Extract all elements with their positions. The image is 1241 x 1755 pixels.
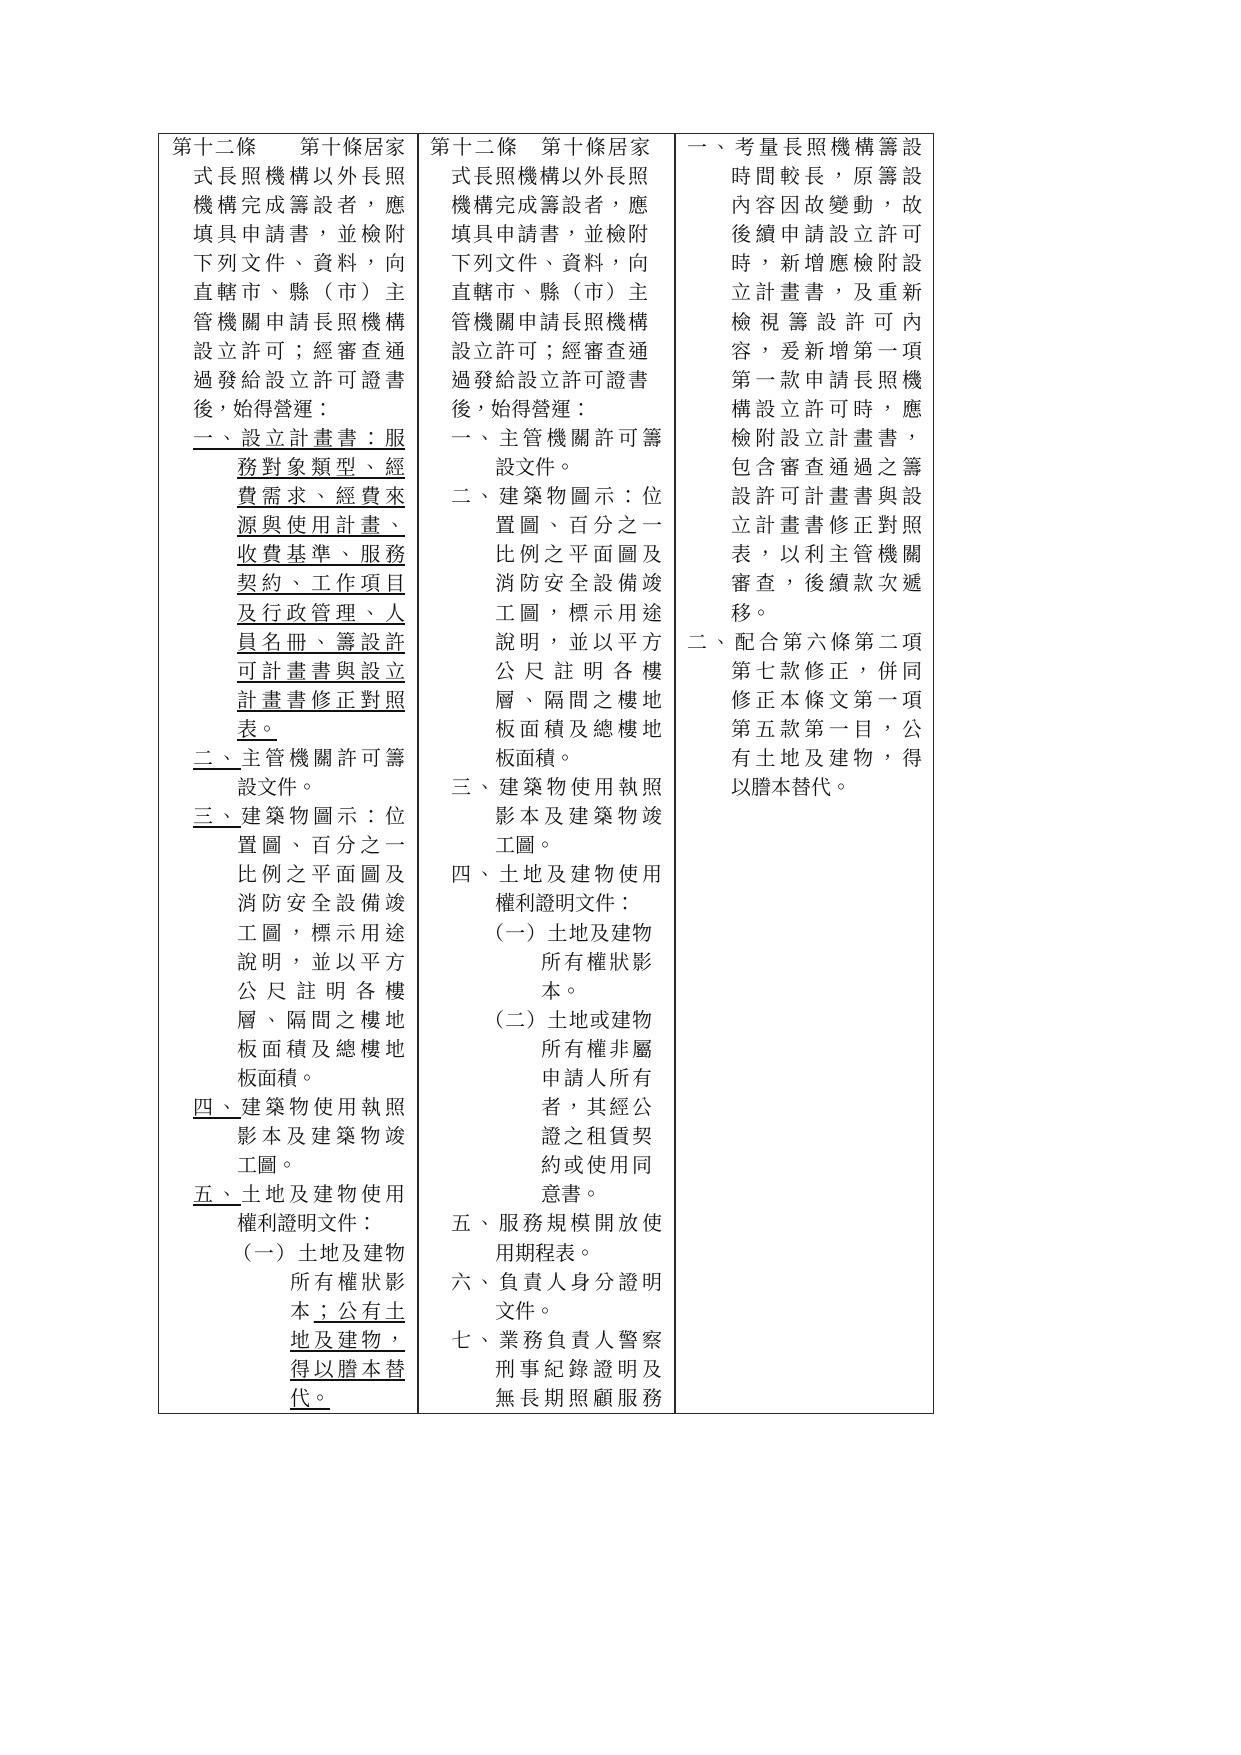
line-text: 後，始得營運：	[193, 396, 333, 421]
line-text: 機構完成籌設者，應	[451, 193, 648, 218]
line-text: 後續申請設立許可	[731, 222, 922, 247]
text-line	[495, 511, 662, 540]
line-text: 消防安全設備竣	[495, 571, 662, 596]
line-text: 構設立許可時，應	[731, 396, 922, 421]
text-line	[193, 1180, 405, 1209]
line-text: 土地及建物使用	[241, 1182, 405, 1207]
column-divider	[417, 133, 419, 1414]
text-line	[237, 1035, 405, 1064]
line-text: 二、配合第六條第二項	[687, 629, 922, 654]
text-line	[495, 453, 662, 482]
line-text: 影本及建築物竣	[495, 804, 662, 829]
text-line	[484, 1006, 652, 1035]
column-divider	[674, 133, 676, 1414]
line-text: 第五款第一目，公	[731, 716, 922, 741]
line-text: 移。	[731, 600, 771, 625]
clause-item	[430, 1326, 662, 1413]
text-line	[541, 1035, 652, 1064]
text-line	[451, 162, 648, 191]
line-text: 置圖、百分之一	[237, 833, 405, 858]
current-text-column	[430, 133, 662, 1413]
line-text: 文件。	[495, 1298, 555, 1323]
text-line	[731, 773, 922, 802]
line-text: 修正本條文第一項	[731, 687, 922, 712]
line-text: 時間較長，原籌設	[731, 164, 922, 189]
text-line	[193, 220, 405, 249]
clause-item	[430, 1209, 662, 1267]
line-text: 本。	[541, 978, 581, 1003]
text-line	[687, 133, 922, 162]
line-text: 工圖，標示用途	[495, 600, 662, 625]
amended-text: 表。	[237, 716, 277, 741]
text-line	[237, 919, 405, 948]
line-text: 五、服務規模開放使	[451, 1211, 662, 1236]
sub-clause-item	[430, 1006, 662, 1210]
line-text: 建築物使用執照	[241, 1095, 405, 1120]
line-text: 板面積。	[237, 1066, 317, 1090]
text-line	[495, 540, 662, 569]
line-text: 工圖，標示用途	[237, 920, 405, 945]
amended-text: 員名冊、籌設許	[237, 629, 405, 654]
text-line	[495, 657, 662, 686]
text-line	[495, 599, 662, 628]
line-text: 第七款修正，併同	[731, 658, 922, 683]
clause-item	[430, 773, 662, 860]
text-line	[731, 715, 922, 744]
text-line	[495, 1355, 662, 1384]
clause-item	[172, 1180, 405, 1238]
text-line	[290, 1326, 405, 1355]
text-line	[451, 220, 648, 249]
line-text: 管機關申請長照機構	[193, 309, 405, 334]
line-text: 申請人所有	[541, 1066, 652, 1090]
text-line	[237, 1064, 405, 1093]
line-text: 板面積及總樓地	[495, 716, 662, 741]
text-line	[495, 628, 662, 657]
line-text: 以謄本替代。	[731, 775, 851, 800]
text-line	[237, 453, 405, 482]
text-line	[193, 191, 405, 220]
text-line	[731, 337, 922, 366]
text-line	[541, 1151, 652, 1180]
text-line	[193, 1093, 405, 1122]
line-text: 說明，並以平方	[495, 629, 662, 654]
article-intro	[430, 133, 662, 424]
line-text: 公尺註明各樓	[237, 978, 405, 1003]
line-text: 直轄市、縣（市）主	[193, 280, 405, 305]
text-line	[237, 569, 405, 598]
text-line	[237, 977, 405, 1006]
amended-text: 務對象類型、經	[237, 455, 405, 480]
text-line	[237, 628, 405, 657]
text-line	[731, 569, 922, 598]
text-line	[541, 977, 652, 1006]
text-line	[193, 308, 405, 337]
text-line	[451, 278, 648, 307]
text-line	[495, 889, 662, 918]
clause-item	[172, 1093, 405, 1180]
text-line	[495, 569, 662, 598]
text-line	[193, 395, 405, 424]
text-line	[237, 889, 405, 918]
text-line	[451, 424, 662, 453]
line-text: 設許可計畫書與設	[731, 484, 922, 509]
sub-clause-item	[430, 919, 662, 1006]
text-line	[237, 540, 405, 569]
line-text: 三、建築物使用執照	[451, 775, 662, 800]
line-text: 所有權狀影	[290, 1269, 405, 1294]
text-line	[495, 831, 662, 860]
line-text: 說明，並以平方	[237, 949, 405, 974]
line-text: 有土地及建物，得	[731, 745, 922, 770]
text-line	[451, 860, 662, 889]
line-text: 過發給設立許可證書	[193, 367, 405, 392]
clause-item	[430, 860, 662, 918]
text-line	[430, 133, 650, 162]
line-text: 第一款申請長照機	[731, 367, 922, 392]
line-text: 意書。	[541, 1182, 601, 1207]
line-text: 後，始得營運：	[451, 396, 591, 421]
text-line	[193, 278, 405, 307]
line-text: 一、考量長照機構籌設	[687, 135, 922, 159]
line-text: 審查，後續款次遞	[731, 571, 922, 596]
amended-text: 一、設立計畫書：服	[193, 425, 405, 450]
text-line	[232, 1239, 405, 1268]
line-text: 置圖、百分之一	[495, 513, 662, 538]
line-text: 比例之平面圖及	[495, 542, 662, 567]
line-text: 包含審查通過之籌	[731, 455, 922, 480]
text-line	[484, 919, 652, 948]
amended-text: 地及建物，	[290, 1327, 405, 1352]
line-text: 比例之平面圖及	[237, 862, 405, 887]
text-line	[237, 1122, 405, 1151]
line-text: 下列文件、資料，向	[193, 251, 405, 276]
clause-item	[430, 1268, 662, 1326]
amended-text: ；公有土	[313, 1298, 405, 1323]
text-line	[451, 249, 648, 278]
text-line	[731, 482, 922, 511]
text-line	[237, 657, 405, 686]
text-line	[541, 1180, 652, 1209]
text-line	[451, 482, 662, 511]
explanation-column	[687, 133, 922, 1413]
text-line	[495, 1384, 662, 1413]
text-line	[290, 1268, 405, 1297]
text-line	[451, 191, 648, 220]
line-text: 無長期照顧服務	[495, 1386, 662, 1411]
text-line	[731, 366, 922, 395]
amended-text-column	[172, 133, 405, 1413]
clause-item	[172, 802, 405, 1093]
text-line	[495, 802, 662, 831]
line-text: 二、建築物圖示：位	[451, 484, 662, 509]
line-text: 機構完成籌設者，應	[193, 193, 405, 218]
text-line	[541, 1093, 652, 1122]
line-text: 工圖。	[495, 833, 555, 858]
text-line	[237, 482, 405, 511]
line-text: 層、隔間之樓地	[495, 687, 662, 712]
text-line	[731, 220, 922, 249]
text-line	[731, 424, 922, 453]
text-line	[495, 1239, 662, 1268]
line-text: （一）土地及建物	[232, 1240, 405, 1265]
sub-clause-item	[172, 1239, 405, 1414]
text-line	[451, 308, 648, 337]
line-text: 時，新增應檢附設	[731, 251, 922, 276]
text-line	[237, 1006, 405, 1035]
text-line	[237, 511, 405, 540]
text-line	[495, 1297, 662, 1326]
text-line	[731, 744, 922, 773]
text-line	[193, 337, 405, 366]
line-text: （一）土地及建物	[484, 920, 652, 945]
line-text: 一、主管機關許可籌	[451, 425, 662, 450]
text-line	[237, 1209, 405, 1238]
text-line	[290, 1384, 405, 1413]
text-line	[731, 162, 922, 191]
text-line	[541, 1122, 652, 1151]
text-line	[193, 249, 405, 278]
amended-text: 二、	[193, 745, 241, 770]
line-text: 所有權非屬	[541, 1036, 652, 1061]
clause-item	[172, 424, 405, 744]
amended-text: 四、	[193, 1095, 241, 1120]
line-text: 板面積。	[495, 745, 575, 770]
line-text: 四、土地及建物使用	[451, 862, 662, 887]
line-text: 下列文件、資料，向	[451, 251, 648, 276]
text-line	[237, 860, 405, 889]
amended-text: 費需求、經費來	[237, 484, 405, 509]
text-line	[731, 249, 922, 278]
text-line	[731, 453, 922, 482]
text-line	[731, 511, 922, 540]
line-text: 七、業務負責人警察	[451, 1327, 662, 1352]
line-text: （二）土地或建物	[484, 1007, 652, 1032]
line-text: 權利證明文件：	[237, 1211, 377, 1236]
clause-item	[687, 133, 922, 628]
line-text: 建築物圖示：位	[241, 804, 405, 829]
amended-text: 三、	[193, 804, 241, 829]
line-text: 表，以利主管機關	[731, 542, 922, 567]
clause-item	[172, 744, 405, 802]
text-line	[193, 744, 405, 773]
clause-item	[430, 482, 662, 773]
amended-text: 計畫書修正對照	[237, 687, 405, 712]
amended-text: 可計畫書與設立	[237, 658, 405, 683]
line-text: 第十二條 第十條居家	[172, 135, 405, 159]
text-line	[451, 1326, 662, 1355]
line-text: 立計畫書，及重新	[731, 280, 922, 305]
text-line	[451, 395, 648, 424]
text-line	[237, 715, 405, 744]
text-line	[731, 278, 922, 307]
text-line	[451, 366, 648, 395]
text-line	[731, 686, 922, 715]
text-line	[193, 802, 405, 831]
amended-text: 代。	[290, 1386, 330, 1411]
line-text: 內容因故變動，故	[731, 193, 922, 218]
line-text: 設文件。	[237, 775, 317, 800]
text-line	[451, 773, 662, 802]
line-text: 層、隔間之樓地	[237, 1007, 405, 1032]
line-text: 填具申請書，並檢附	[193, 222, 405, 247]
line-text: 工圖。	[237, 1153, 297, 1178]
text-line	[193, 162, 405, 191]
text-line	[731, 540, 922, 569]
amended-text: 及行政管理、人	[237, 600, 405, 625]
line-text: 主管機關許可籌	[241, 745, 405, 770]
line-text: 證之租賃契	[541, 1124, 652, 1149]
text-line	[237, 831, 405, 860]
text-line	[731, 308, 922, 337]
line-text: 第十二條 第十條居家	[430, 135, 650, 159]
text-line	[237, 948, 405, 977]
amended-text: 得以謄本替	[290, 1356, 405, 1381]
line-text: 設立許可；經審查通	[451, 338, 648, 363]
text-line	[237, 686, 405, 715]
line-text: 檢視籌設許可內	[731, 309, 922, 334]
text-line	[731, 599, 922, 628]
line-text: 填具申請書，並檢附	[451, 222, 648, 247]
text-line	[237, 599, 405, 628]
text-line	[495, 715, 662, 744]
line-text: 容，爰新增第一項	[731, 338, 922, 363]
line-text: 設立許可；經審查通	[193, 338, 405, 363]
text-line	[731, 191, 922, 220]
text-line	[172, 133, 405, 162]
line-text: 權利證明文件：	[495, 891, 635, 916]
line-text: 用期程表。	[495, 1240, 595, 1265]
text-line	[731, 657, 922, 686]
line-text: 式長照機構以外長照	[193, 164, 405, 189]
text-line	[237, 773, 405, 802]
text-line	[495, 744, 662, 773]
line-text: 本	[290, 1298, 314, 1323]
clause-item	[687, 628, 922, 803]
text-line	[495, 686, 662, 715]
line-text: 所有權狀影	[541, 949, 652, 974]
amended-text: 收費基準、服務	[237, 542, 405, 567]
text-line	[541, 948, 652, 977]
line-text: 直轄市、縣（市）主	[451, 280, 648, 305]
line-text: 公尺註明各樓	[495, 658, 662, 683]
line-text: 消防安全設備竣	[237, 891, 405, 916]
article-intro	[172, 133, 405, 424]
text-line	[731, 395, 922, 424]
line-text: 立計畫書修正對照	[731, 513, 922, 538]
text-line	[451, 337, 648, 366]
clause-item	[430, 424, 662, 482]
text-line	[193, 366, 405, 395]
line-text: 六、負責人身分證明	[451, 1269, 662, 1294]
line-text: 板面積及總樓地	[237, 1036, 405, 1061]
text-line	[290, 1297, 405, 1326]
text-line	[451, 1268, 662, 1297]
text-line	[451, 1209, 662, 1238]
line-text: 式長照機構以外長照	[451, 164, 648, 189]
line-text: 者，其經公	[541, 1095, 652, 1120]
line-text: 約或使用同	[541, 1153, 652, 1178]
line-text: 檢附設立計畫書，	[731, 425, 922, 450]
text-line	[237, 1151, 405, 1180]
line-text: 刑事紀錄證明及	[495, 1356, 662, 1381]
text-line	[687, 628, 922, 657]
amended-text: 源與使用計畫、	[237, 513, 405, 538]
amended-text: 五、	[193, 1182, 241, 1207]
text-line	[541, 1064, 652, 1093]
text-line	[290, 1355, 405, 1384]
line-text: 影本及建築物竣	[237, 1124, 405, 1149]
amended-text: 契約、工作項目	[237, 571, 405, 596]
line-text: 設文件。	[495, 455, 575, 480]
text-line	[193, 424, 405, 453]
line-text: 過發給設立許可證書	[451, 367, 648, 392]
line-text: 管機關申請長照機構	[451, 309, 648, 334]
